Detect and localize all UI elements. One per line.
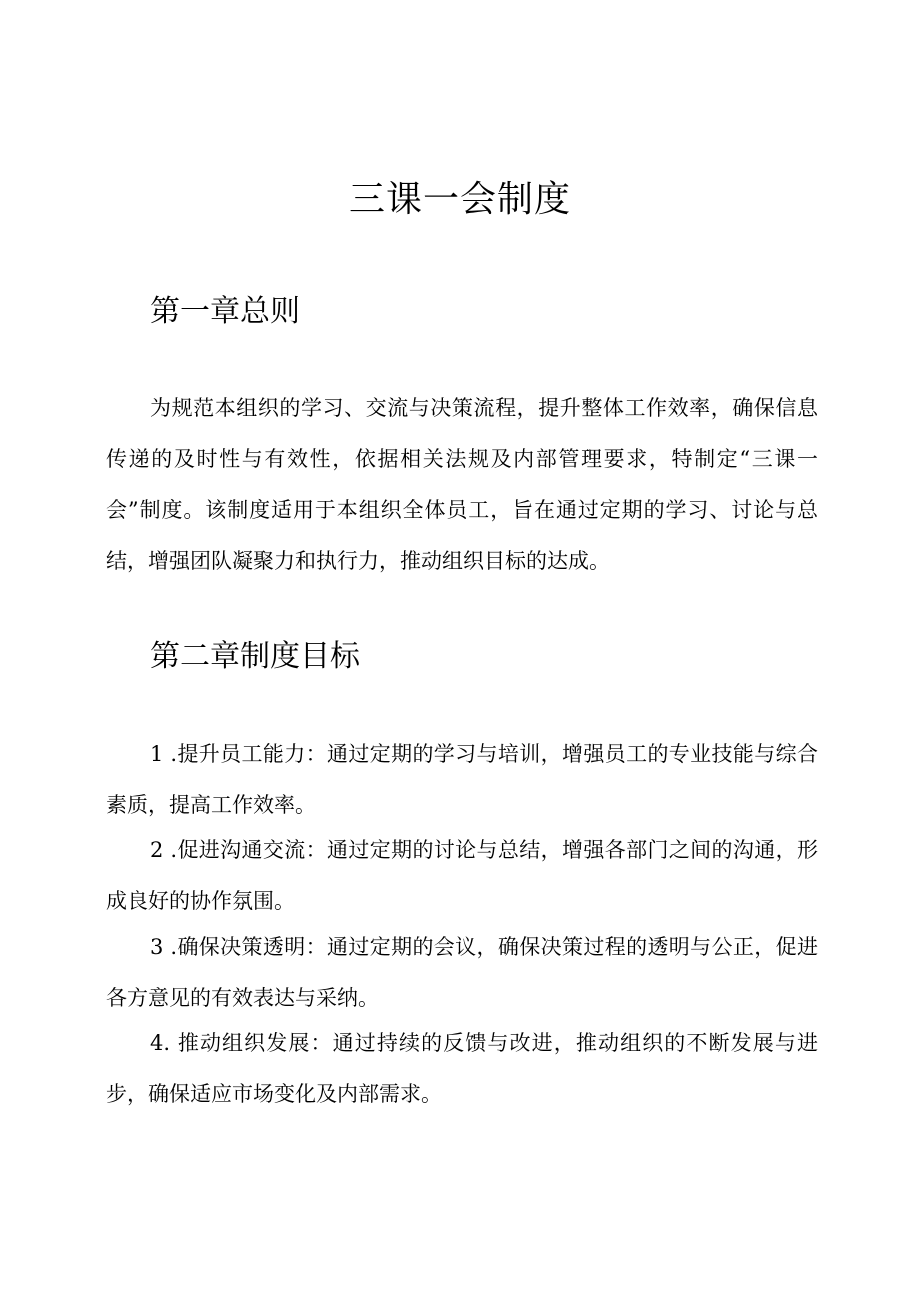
goal-item-3: 3 .确保决策透明：通过定期的会议，确保决策过程的透明与公正，促进各方意见的有效表达与采纳。 [106, 935, 818, 1010]
chapter-1-paragraph: 为规范本组织的学习、交流与决策流程，提升整体工作效率，确保信息传递的及时性与有效性，依据相关法规及内部管理要求，特制定“三课一会”制度。该制度适用于本组织全体员工，旨在通过定期的学习、讨论与总结，增强团队凝聚力和执行力，推动组织目标的达成。 [106, 396, 818, 573]
document-title: 三课一会制度 [348, 179, 571, 220]
goal-item-4: 4. 推动组织发展：通过持续的反馈与改进，推动组织的不断发展与进步，确保适应市场变化及内部需求。 [106, 1031, 818, 1106]
chapter-1-heading: 第一章总则 [150, 294, 300, 329]
goal-item-2: 2 .促进沟通交流：通过定期的讨论与总结，增强各部门之间的沟通，形成良好的协作氛围。 [106, 838, 818, 913]
chapter-2-heading: 第二章制度目标 [150, 639, 360, 674]
goal-item-1: 1 .提升员工能力：通过定期的学习与培训，增强员工的专业技能与综合素质，提高工作效率。 [106, 742, 818, 817]
